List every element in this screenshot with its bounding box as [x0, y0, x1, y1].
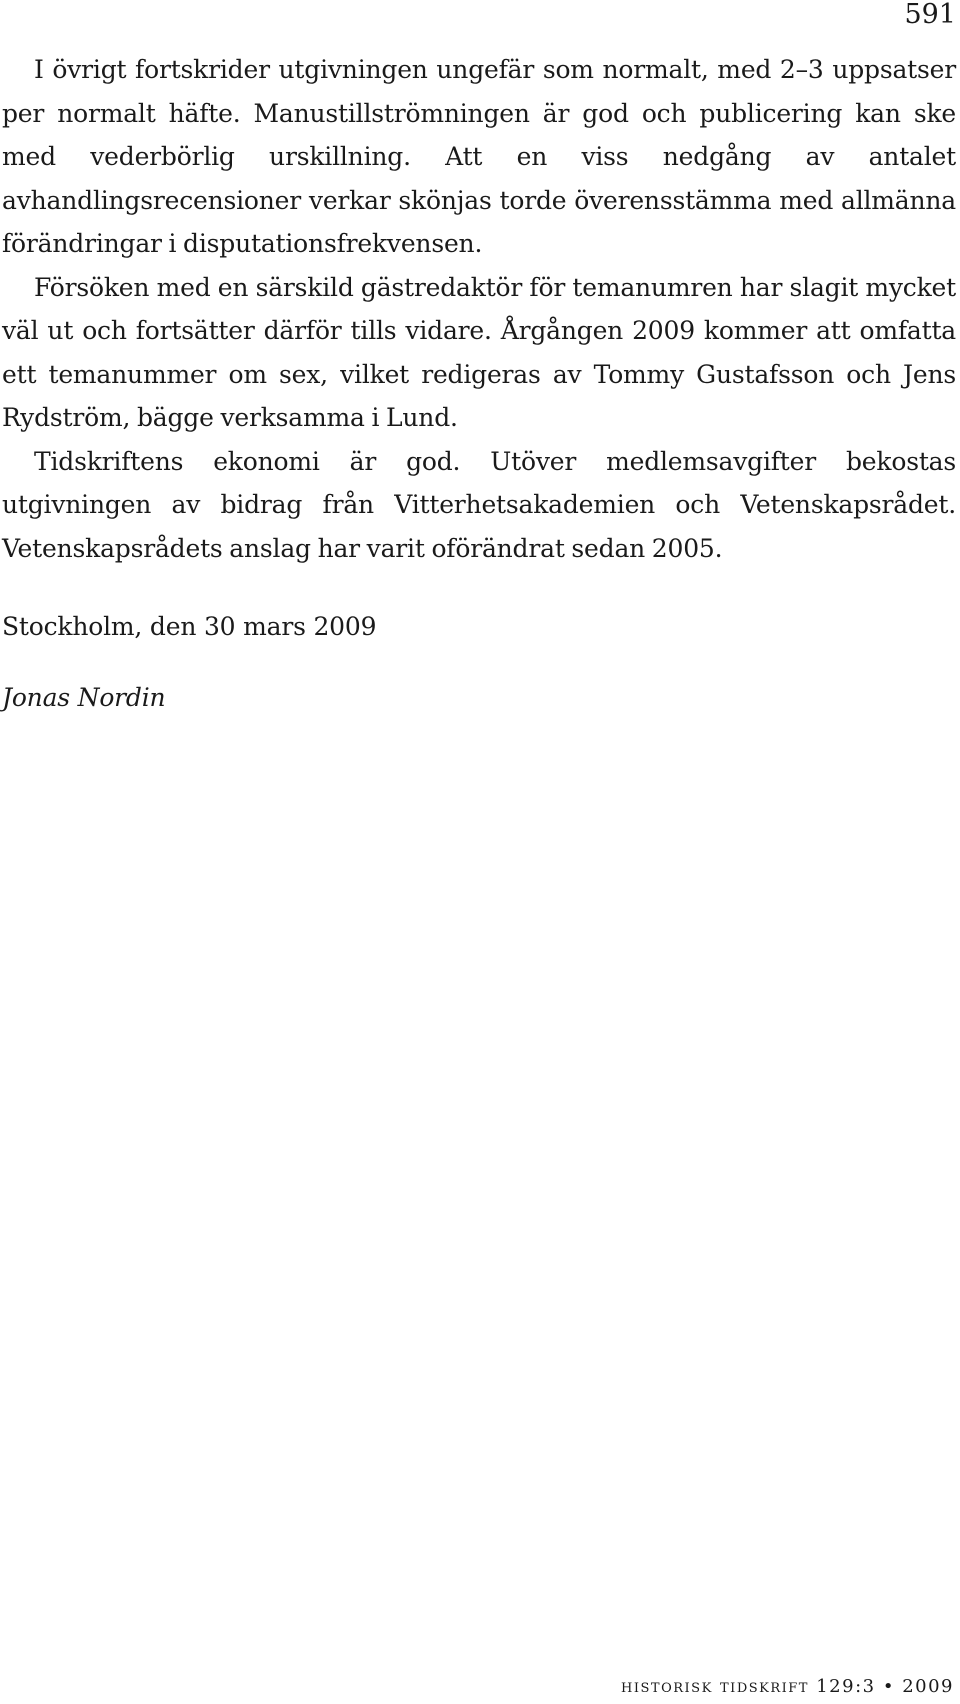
paragraph-economy: Tidskriftens ekonomi är god. Utöver medlemsavgifter bekostas utgivningen av bidrag från Vitterhetsakademien och Vetenskapsrådet. Vetenskapsrådets anslag har varit oförändrat sedan 2005.	[2, 446, 956, 563]
issue-number: 129:3	[816, 1676, 876, 1697]
footer-separator: •	[882, 1676, 895, 1697]
place-date: Stockholm, den 30 mars 2009	[2, 612, 377, 641]
journal-title: historisk tidskrift	[621, 1676, 809, 1697]
paragraph-guest-editor: Försöken med en särskild gästredaktör för temanumren har slagit mycket väl ut och fortsätter därför tills vidare. Årgången 2009 kommer att omfatta ett temanummer om sex, vilket redigeras av Tommy Gustafsson och Jens Rydström, bägge verksamma i Lund.	[2, 272, 956, 432]
issue-year: 2009	[902, 1676, 954, 1697]
body-text	[2, 48, 956, 570]
paragraph-publication: I övrigt fortskrider utgivningen ungefär som normalt, med 2–3 uppsatser per normalt häfte. Manustillströmningen är god och publicering kan ske med vederbörlig urskillning. Att en viss nedgång av antalet avhandlingsrecensioner verkar skönjas torde överensstämma med allmänna förändringar i disputationsfrekvensen.	[2, 55, 956, 258]
page-number: 591	[904, 0, 956, 30]
signature: Jonas Nordin	[2, 683, 166, 712]
running-footer	[621, 1676, 954, 1698]
